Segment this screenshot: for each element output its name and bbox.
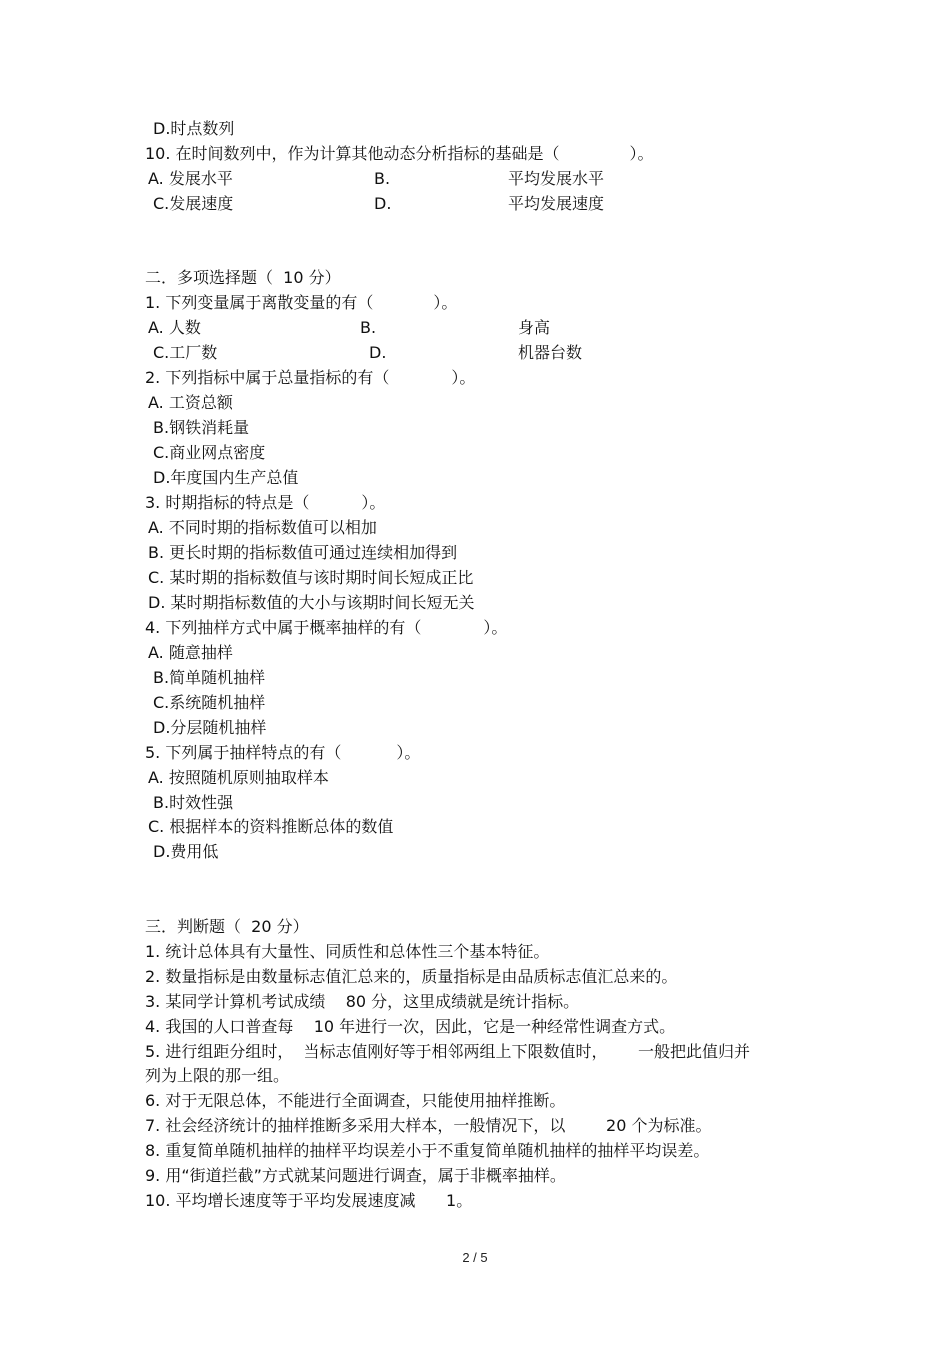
question-stem-end: ）。	[451, 368, 476, 387]
question-10	[145, 144, 654, 164]
statement-4: 4. 我国的人口普查每 10 年进行一次，因此，它是一种经常性调查方式。	[145, 1017, 676, 1036]
option-b-text: 身高	[518, 318, 551, 337]
option-d-label: D.	[374, 194, 392, 213]
question-stem: 3. 时期指标的特点是（	[145, 493, 310, 512]
option-b: B.简单随机抽样	[153, 668, 266, 687]
statement-7: 7. 社会经济统计的抽样推断多采用大样本，一般情况下，以 20 个为标准。	[145, 1116, 712, 1135]
option-a: A. 随意抽样	[148, 643, 233, 662]
question-4	[145, 618, 507, 638]
statement-6: 6. 对于无限总体，不能进行全面调查，只能使用抽样推断。	[145, 1091, 566, 1110]
option-c: C.商业网点密度	[153, 443, 266, 462]
option-b-label: B.	[374, 169, 391, 188]
question-stem-end: ）。	[361, 493, 386, 512]
question-5	[145, 743, 420, 763]
option-d: D. 某时期指标数值的大小与该期时间长短无关	[148, 593, 475, 612]
option-d-label: D.	[369, 343, 387, 362]
question-stem: 5. 下列属于抽样特点的有（	[145, 743, 342, 762]
question-stem-end: ）。	[483, 618, 508, 637]
option-d-text: 平均发展速度	[508, 194, 605, 213]
option-c: C. 根据样本的资料推断总体的数值	[148, 817, 394, 836]
option-c: C.系统随机抽样	[153, 693, 266, 712]
statement-5-continued: 列为上限的那一组。	[145, 1066, 290, 1085]
option-a: A. 人数	[148, 318, 201, 337]
question-2	[145, 368, 475, 388]
option-c: C.发展速度	[153, 194, 234, 213]
option-d: D.分层随机抽样	[153, 718, 267, 737]
option-d: D.时点数列	[153, 119, 235, 138]
option-b-label: B.	[360, 318, 377, 337]
option-a: A. 工资总额	[148, 393, 233, 412]
page-number: 2 / 5	[462, 1250, 488, 1265]
option-d: D.年度国内生产总值	[153, 468, 299, 487]
option-b: B.钢铁消耗量	[153, 418, 250, 437]
statement-3: 3. 某同学计算机考试成绩 80 分，这里成绩就是统计指标。	[145, 992, 580, 1011]
section-heading-true-false: 三．判断题（ 20 分）	[145, 917, 309, 936]
option-a: A. 按照随机原则抽取样本	[148, 768, 329, 787]
section-heading-multiple-choice: 二．多项选择题（ 10 分）	[145, 268, 341, 287]
option-b: B.时效性强	[153, 793, 234, 812]
question-stem: 4. 下列抽样方式中属于概率抽样的有（	[145, 618, 422, 637]
question-stem-end: ）。	[433, 293, 458, 312]
question-3	[145, 493, 385, 513]
option-b: B. 更长时期的指标数值可通过连续相加得到	[148, 543, 458, 562]
question-stem: 1. 下列变量属于离散变量的有（	[145, 293, 374, 312]
option-a: A. 发展水平	[148, 169, 233, 188]
question-1	[145, 293, 457, 313]
option-c: C.工厂数	[153, 343, 218, 362]
option-d-text: 机器台数	[518, 343, 583, 362]
option-d: D.费用低	[153, 842, 219, 861]
question-stem: 10. 在时间数列中，作为计算其他动态分析指标的基础是（	[145, 144, 560, 163]
option-c: C. 某时期的指标数值与该时期时间长短成正比	[148, 568, 474, 587]
question-stem-end: ）。	[629, 144, 654, 163]
option-b-text: 平均发展水平	[508, 169, 605, 188]
statement-2: 2. 数量指标是由数量标志值汇总来的，质量指标是由品质标志值汇总来的。	[145, 967, 678, 986]
statement-8: 8. 重复简单随机抽样的抽样平均误差小于不重复简单随机抽样的抽样平均误差。	[145, 1141, 710, 1160]
statement-1: 1. 统计总体具有大量性、同质性和总体性三个基本特征。	[145, 942, 550, 961]
statement-10: 10. 平均增长速度等于平均发展速度减 1。	[145, 1191, 473, 1210]
question-stem: 2. 下列指标中属于总量指标的有（	[145, 368, 390, 387]
question-stem-end: ）。	[396, 743, 421, 762]
statement-5: 5. 进行组距分组时， 当标志值刚好等于相邻两组上下限数值时， 一般把此值归并	[145, 1042, 751, 1061]
statement-9: 9. 用“街道拦截”方式就某问题进行调查，属于非概率抽样。	[145, 1166, 566, 1185]
option-a: A. 不同时期的指标数值可以相加	[148, 518, 377, 537]
